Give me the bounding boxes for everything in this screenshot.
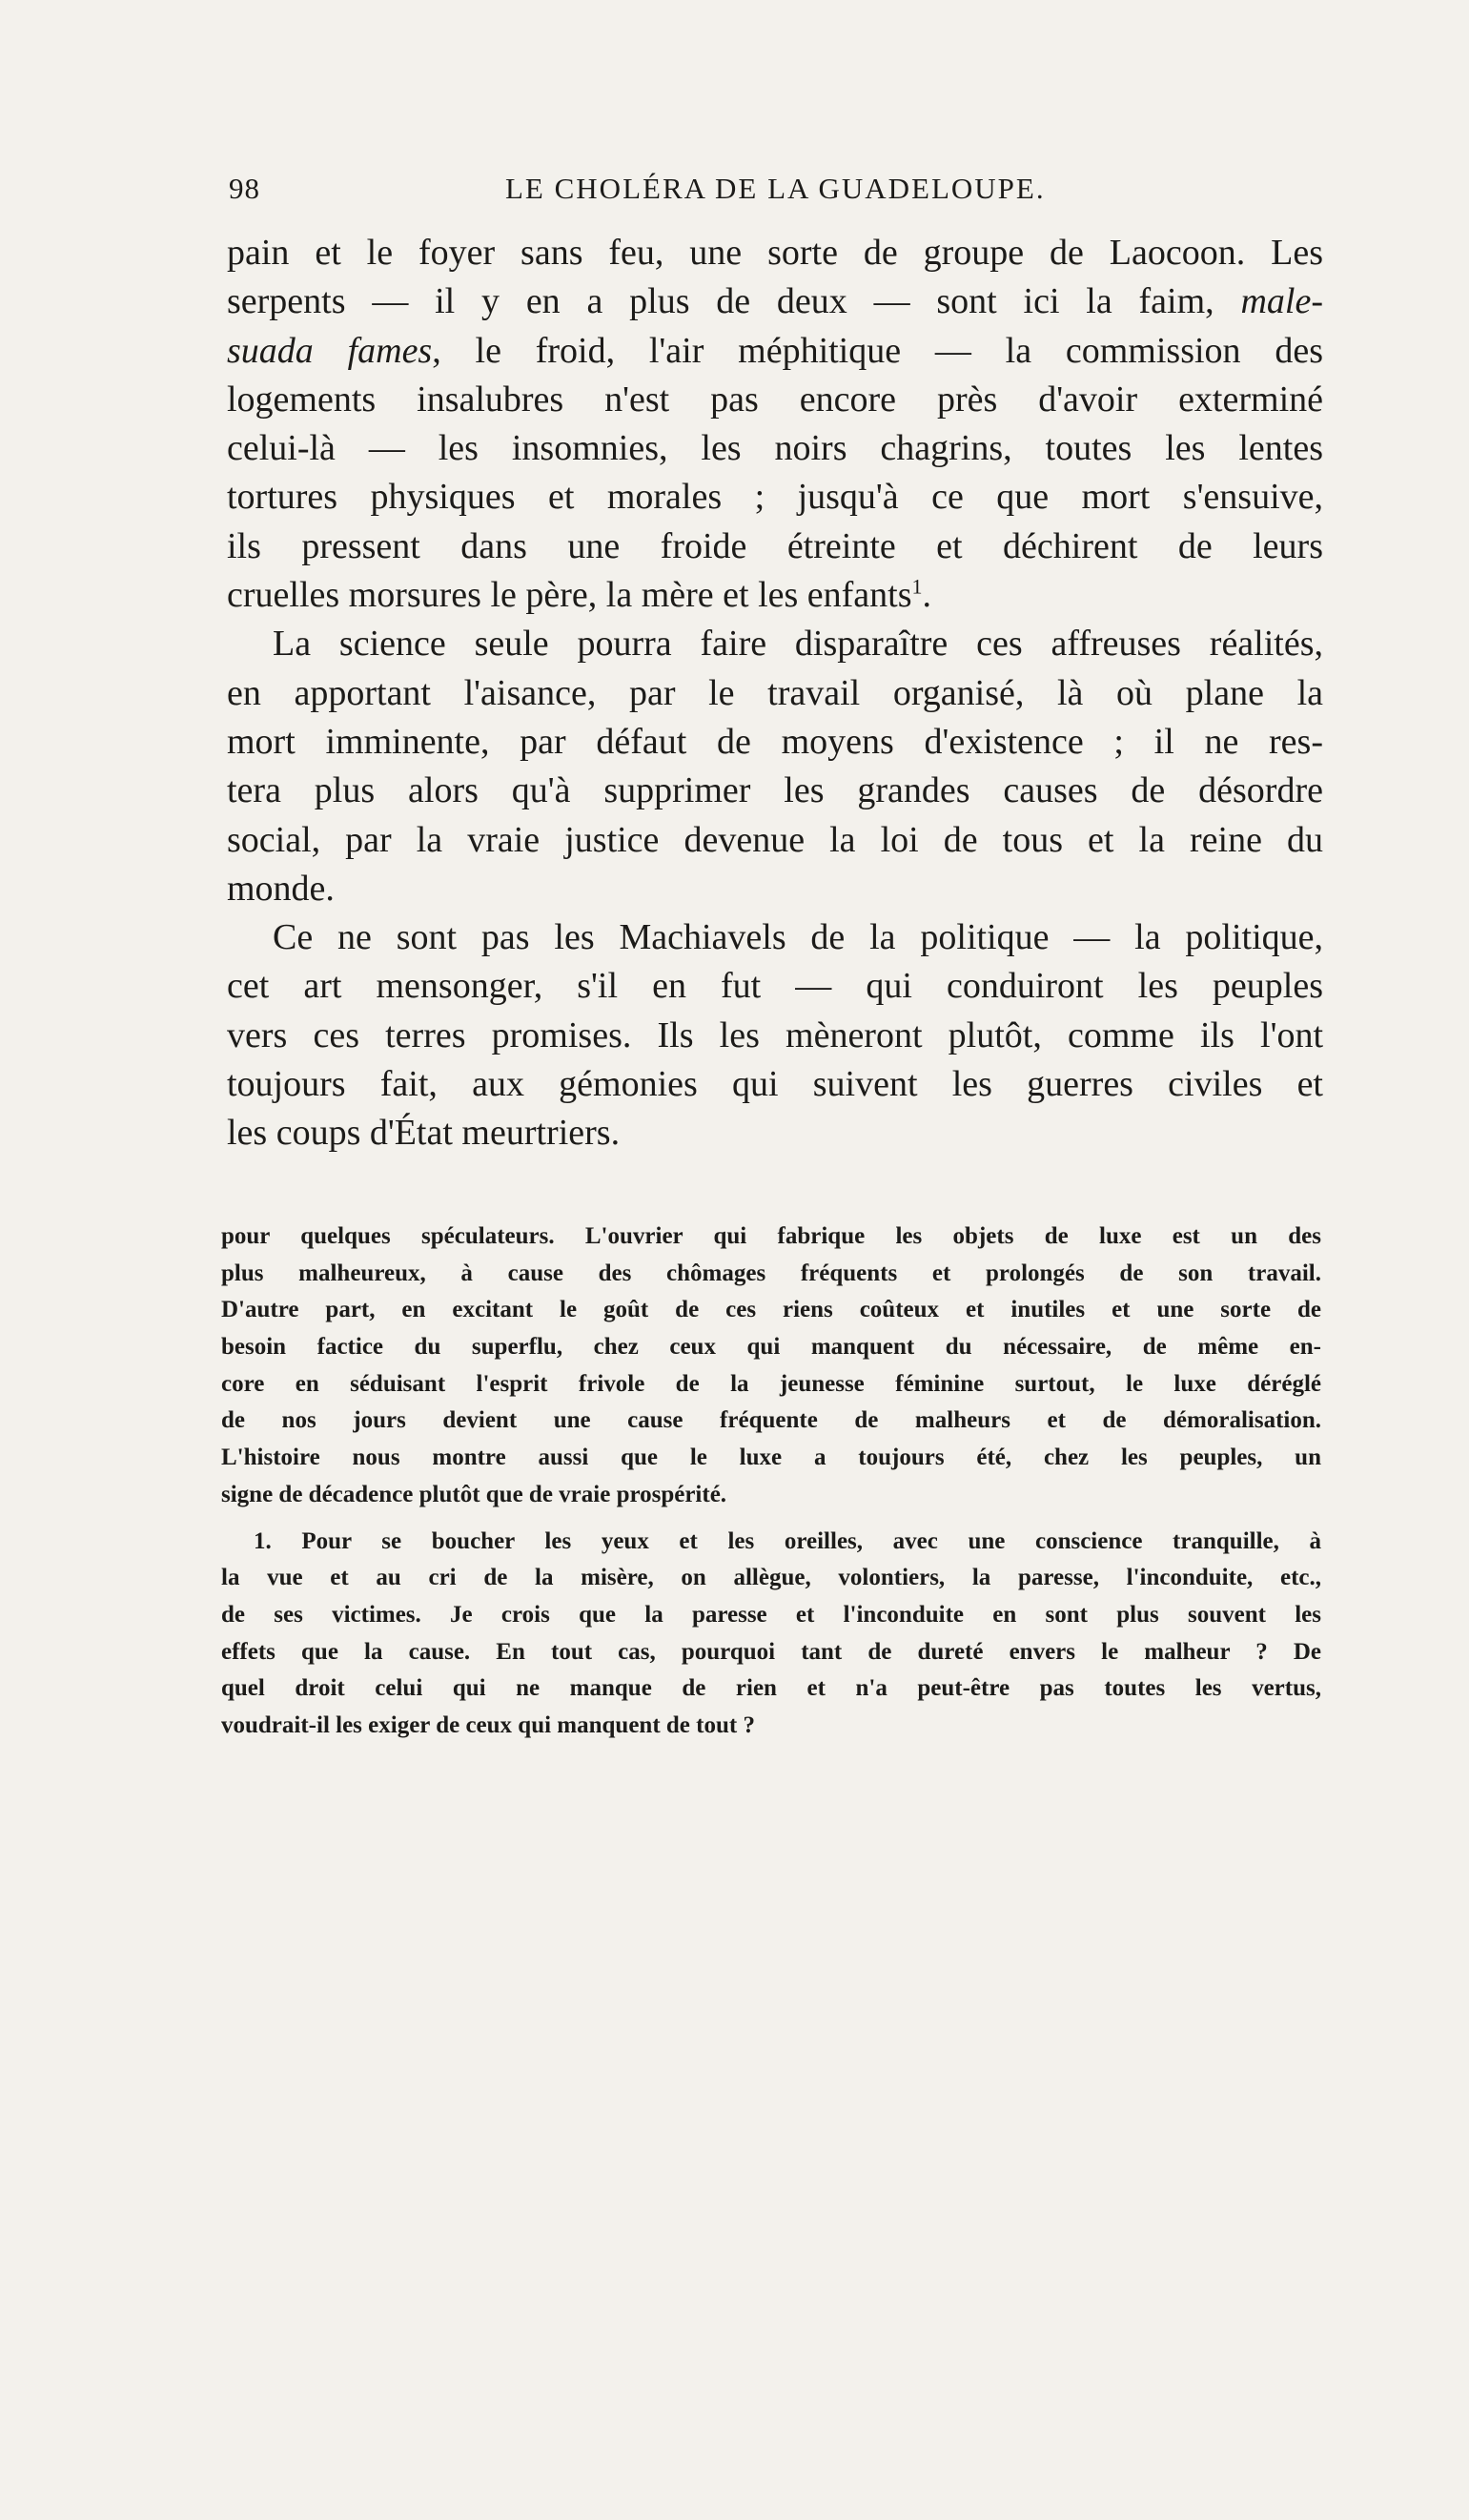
footnote-line: quel droit celui qui ne manque de rien et n'a peut-être pas toutes les vertus, xyxy=(221,1675,1321,1702)
latin-quote: suada fames xyxy=(227,330,433,371)
footnote-line: de nos jours devient une cause fréquente de malheurs et de démoralisation. xyxy=(221,1407,1321,1434)
body-text xyxy=(227,229,1323,1158)
body-line xyxy=(227,277,1323,326)
body-line: logements insalubres n'est pas encore près d'avoir exterminé xyxy=(227,379,1323,420)
body-line: tortures physiques et morales ; jusqu'à ce que mort s'ensuive, xyxy=(227,477,1323,518)
footnote-line: la vue et au cri de la misère, on allègue, volontiers, la paresse, l'inconduite, etc., xyxy=(221,1565,1321,1591)
page-number: 98 xyxy=(229,172,260,205)
body-line: en apportant l'aisance, par le travail organisé, là où plane la xyxy=(227,672,1323,713)
footnote-line: core en séduisant l'esprit frivole de la jeunesse féminine surtout, le luxe déréglé xyxy=(221,1370,1321,1397)
body-line: ils pressent dans une froide étreinte et déchirent de leurs xyxy=(227,525,1323,566)
body-line: tera plus alors qu'à supprimer les grandes causes de désordre xyxy=(227,770,1323,811)
body-line: vers ces terres promises. Ils les mèneront plutôt, comme ils l'ont xyxy=(227,1014,1323,1055)
body-line-text: serpents — il y en a plus de deux — sont ici la faim, xyxy=(227,281,1214,322)
body-line: La science seule pourra faire disparaître ces affreuses réalités, xyxy=(273,624,1323,665)
footnote-line: pour quelques spéculateurs. L'ouvrier qui fabrique les objets de luxe est un des xyxy=(221,1223,1321,1249)
footnote-line: D'autre part, en excitant le goût de ces riens coûteux et inutiles et une sorte de xyxy=(221,1297,1321,1323)
footnote-ref: 1 xyxy=(911,574,923,599)
footnote-line: effets que la cause. En tout cas, pourquoi tant de dureté envers le malheur ? De xyxy=(221,1638,1321,1665)
body-line: celui-là — les insomnies, les noirs chagrins, toutes les lentes xyxy=(227,428,1323,469)
body-line: Ce ne sont pas les Machiavels de la politique — la politique, xyxy=(273,917,1323,958)
footnote-line: voudrait-il les exiger de ceux qui manquent de tout ? xyxy=(221,1711,755,1738)
running-title: LE CHOLÉRA DE LA GUADELOUPE. xyxy=(505,172,1046,205)
body-line: monde. xyxy=(227,868,335,909)
body-line: toujours fait, aux gémonies qui suivent les guerres civiles et xyxy=(227,1064,1323,1105)
footnote-line: L'histoire nous montre aussi que le luxe a toujours été, chez les peuples, un xyxy=(221,1444,1321,1471)
body-line xyxy=(227,571,1323,620)
running-head xyxy=(229,172,1325,210)
body-line: mort imminente, par défaut de moyens d'existence ; il ne res- xyxy=(227,721,1323,762)
latin-quote: male- xyxy=(1240,281,1323,322)
body-line-text: . xyxy=(922,575,932,616)
footnote-line: plus malheureux, à cause des chômages fréquents et prolongés de son travail. xyxy=(221,1260,1321,1286)
body-line xyxy=(227,327,1323,376)
body-line: cet art mensonger, s'il en fut — qui conduiront les peuples xyxy=(227,966,1323,1007)
body-line: social, par la vraie justice devenue la loi de tous et la reine du xyxy=(227,819,1323,860)
body-line: pain et le foyer sans feu, une sorte de groupe de Laocoon. Les xyxy=(227,233,1323,273)
footnote-line: 1. Pour se boucher les yeux et les oreilles, avec une conscience tranquille, à xyxy=(254,1527,1321,1554)
body-line-text: cruelles morsures le père, la mère et les enfants xyxy=(227,575,912,616)
body-line-text: , le froid, l'air méphitique — la commission des xyxy=(432,330,1323,371)
footnote-line: besoin factice du superflu, chez ceux qui manquent du nécessaire, de même en- xyxy=(221,1334,1321,1361)
footnote-gap xyxy=(221,1514,1321,1524)
footnotes xyxy=(221,1219,1321,1745)
footnote-line: de ses victimes. Je crois que la paresse et l'inconduite en sont plus souvent les xyxy=(221,1601,1321,1628)
body-line: les coups d'État meurtriers. xyxy=(227,1113,621,1154)
footnote-line: signe de décadence plutôt que de vraie prospérité. xyxy=(221,1481,727,1507)
